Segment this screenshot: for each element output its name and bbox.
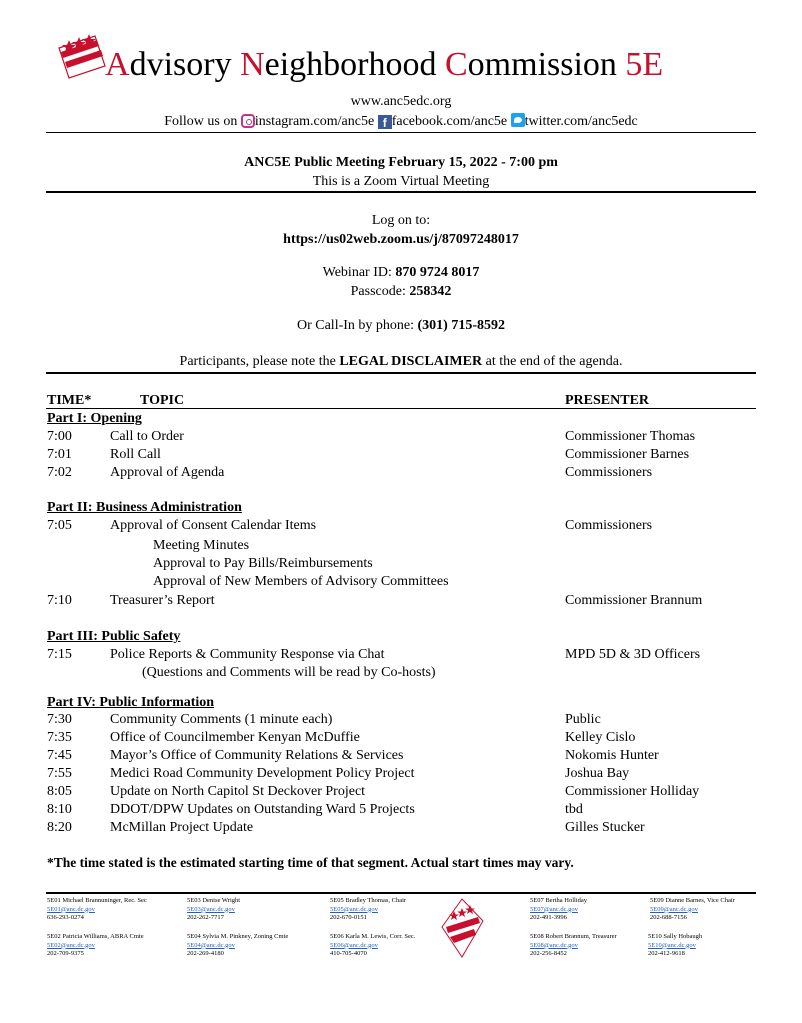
dc-flag-logo [55, 30, 110, 80]
passcode: 258342 [409, 284, 452, 299]
commissioner-email[interactable]: 5E02@anc.dc.gov [47, 941, 95, 949]
header-topic: TOPIC [140, 393, 185, 408]
item-time: 7:02 [47, 465, 72, 480]
item-time: 8:05 [47, 784, 72, 799]
zoom-url[interactable]: https://us02web.zoom.us/j/87097248017 [283, 232, 519, 247]
police-note: (Questions and Comments will be read by Co-hosts) [142, 665, 436, 680]
divider [46, 191, 756, 193]
commissioner-entry: 5E02 Patricia Williams, ABRA Cmte 5E02@anc.dc.gov 202-709-9375 [47, 933, 144, 957]
commissioner-entry: 5E03 Denise Wright 5E03@anc.dc.gov 202-262-7717 [187, 897, 241, 921]
part-heading: Part II: Business Administration [47, 500, 242, 515]
item-time: 7:00 [47, 429, 72, 444]
item-topic: Roll Call [110, 447, 161, 462]
follow-label: Follow us on [164, 114, 238, 129]
item-time: 7:05 [47, 518, 72, 533]
twitter-link[interactable]: twitter.com/anc5edc [524, 114, 638, 129]
item-time: 7:01 [47, 447, 72, 462]
commissioner-email[interactable]: 5E09@anc.dc.gov [650, 905, 698, 913]
commissioner-entry: 5E08 Robert Brannum, Treasurer 5E08@anc.dc.gov 202-256-8452 [530, 933, 617, 957]
item-presenter: MPD 5D & 3D Officers [565, 647, 701, 662]
item-topic: McMillan Project Update [110, 820, 254, 835]
disclaimer-note: Participants, please note the LEGAL DISCLAIMER at the end of the agenda. [179, 354, 623, 369]
item-presenter: Commissioner Brannum [565, 593, 703, 608]
commissioner-email[interactable]: 5E01@anc.dc.gov [47, 905, 95, 913]
divider [46, 372, 756, 374]
commission-title: Advisory Neighborhood Commission 5E [105, 46, 664, 83]
commissioner-entry: 5E07 Bertha Holliday 5E07@anc.dc.gov 202-491-3996 [530, 897, 588, 921]
commissioner-email[interactable]: 5E10@anc.dc.gov [648, 941, 696, 949]
dc-map-flag-icon [440, 897, 485, 959]
consent-subitem: Approval of New Members of Advisory Committees [153, 574, 449, 589]
item-topic: Police Reports & Community Response via Chat [110, 647, 385, 662]
item-time: 8:20 [47, 820, 72, 835]
header-time: TIME* [47, 393, 92, 408]
commissioner-email[interactable]: 5E05@anc.dc.gov [330, 905, 378, 913]
item-topic: Call to Order [110, 429, 184, 444]
header-underline [46, 408, 756, 409]
item-topic: Approval of Agenda [110, 465, 225, 480]
item-topic: DDOT/DPW Updates on Outstanding Ward 5 Projects [110, 802, 415, 817]
item-presenter: Nokomis Hunter [565, 748, 659, 763]
item-topic: Office of Councilmember Kenyan McDuffie [110, 730, 360, 745]
item-presenter: Commissioner Barnes [565, 447, 690, 462]
consent-subitem: Approval to Pay Bills/Reimbursements [153, 556, 373, 571]
facebook-icon: f [378, 115, 392, 129]
time-footnote: *The time stated is the estimated starting time of that segment. Actual start times may vary. [47, 855, 574, 870]
phone-number: (301) 715-8592 [417, 318, 506, 333]
passcode-line: Passcode: 258342 [350, 284, 452, 299]
logon-label: Log on to: [371, 213, 431, 228]
item-presenter: Commissioner Thomas [565, 429, 696, 444]
item-time: 7:10 [47, 593, 72, 608]
phone-line: Or Call-In by phone: (301) 715-8592 [296, 318, 506, 333]
instagram-link[interactable]: instagram.com/anc5e [254, 114, 375, 129]
commissioner-email[interactable]: 5E07@anc.dc.gov [530, 905, 578, 913]
item-topic: Update on North Capitol St Deckover Project [110, 784, 366, 799]
item-topic: Treasurer’s Report [110, 593, 215, 608]
commissioner-email[interactable]: 5E03@anc.dc.gov [187, 905, 235, 913]
item-topic: Medici Road Community Development Policy Project [110, 766, 415, 781]
commissioner-email[interactable]: 5E06@anc.dc.gov [330, 941, 378, 949]
commissioner-email[interactable]: 5E08@anc.dc.gov [530, 941, 578, 949]
item-presenter: Public [565, 712, 601, 727]
social-links [0, 113, 802, 130]
commissioner-entry: 5E09 Dianne Barnes, Vice Chair 5E09@anc.dc.gov 202-688-7156 [650, 897, 735, 921]
item-presenter: Commissioners [565, 518, 653, 533]
item-presenter: Joshua Bay [565, 766, 630, 781]
commissioner-entry: 5E04 Sylvia M. Pinkney, Zoning Cmte 5E04@anc.dc.gov 202-269-4180 [187, 933, 289, 957]
item-time: 7:15 [47, 647, 72, 662]
webinar-line: Webinar ID: 870 9724 8017 [322, 265, 480, 280]
item-presenter: Kelley Cislo [565, 730, 636, 745]
item-time: 8:10 [47, 802, 72, 817]
item-time: 7:30 [47, 712, 72, 727]
commissioner-entry: 5E06 Karla M. Lewis, Corr. Sec. 5E06@anc.dc.gov 410-705-4070 [330, 933, 416, 957]
item-time: 7:55 [47, 766, 72, 781]
part-heading: Part III: Public Safety [47, 629, 181, 644]
item-topic: Mayor’s Office of Community Relations & Services [110, 748, 404, 763]
twitter-icon [511, 113, 525, 127]
divider [46, 132, 756, 133]
meeting-title: ANC5E Public Meeting February 15, 2022 - 7:00 pm [244, 155, 558, 170]
part-heading: Part I: Opening [47, 411, 142, 426]
facebook-link[interactable]: facebook.com/anc5e [391, 114, 508, 129]
item-presenter: Commissioners [565, 465, 653, 480]
item-topic: Community Comments (1 minute each) [110, 712, 333, 727]
footer-divider [46, 892, 756, 894]
item-presenter: Gilles Stucker [565, 820, 645, 835]
webinar-id: 870 9724 8017 [395, 265, 480, 280]
meeting-subtitle: This is a Zoom Virtual Meeting [312, 174, 490, 189]
consent-subitem: Meeting Minutes [153, 538, 250, 553]
part-heading: Part IV: Public Information [47, 695, 215, 710]
item-presenter: Commissioner Holliday [565, 784, 700, 799]
website-link[interactable]: www.anc5edc.org [350, 94, 452, 109]
instagram-icon [241, 114, 255, 128]
commissioner-entry: 5E05 Bradley Thomas, Chair 5E05@anc.dc.gov 202-670-0151 [330, 897, 407, 921]
item-time: 7:45 [47, 748, 72, 763]
commissioner-email[interactable]: 5E04@anc.dc.gov [187, 941, 235, 949]
item-presenter: tbd [565, 802, 583, 817]
commissioner-entry: 5E10 Sally Hobaugh 5E10@anc.dc.gov 202-412-9618 [648, 933, 703, 957]
commissioner-entry: 5E01 Michael Brannuninger, Rec. Sec 5E01@anc.dc.gov 636-293-0274 [47, 897, 147, 921]
item-time: 7:35 [47, 730, 72, 745]
item-topic: Approval of Consent Calendar Items [110, 518, 317, 533]
header-presenter: PRESENTER [565, 393, 650, 408]
